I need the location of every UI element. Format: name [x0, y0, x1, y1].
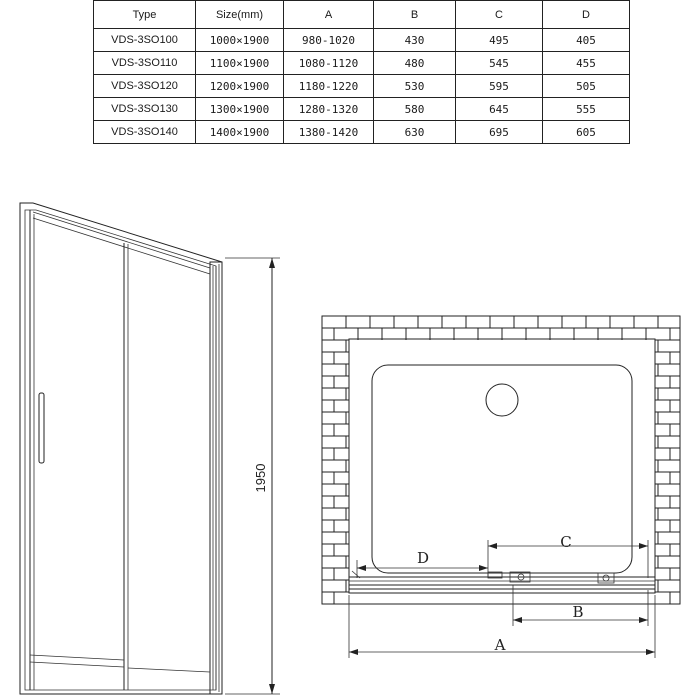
header-b: B	[374, 1, 456, 29]
cell-a: 1180-1220	[284, 75, 374, 98]
cell-type: VDS-3SO110	[94, 52, 196, 75]
brick-wall	[322, 316, 680, 604]
cell-size: 1400×1900	[196, 121, 284, 144]
header-size: Size(mm)	[196, 1, 284, 29]
header-a: A	[284, 1, 374, 29]
cell-a: 980-1020	[284, 29, 374, 52]
dimension-d-label: D	[416, 549, 430, 567]
dimension-c-label: C	[560, 533, 572, 551]
shower-tray	[372, 365, 632, 573]
drain-icon	[486, 384, 518, 416]
door-track	[349, 571, 655, 589]
cell-b: 480	[374, 52, 456, 75]
cell-size: 1000×1900	[196, 29, 284, 52]
cell-d: 405	[543, 29, 630, 52]
cell-b: 430	[374, 29, 456, 52]
cell-type: VDS-3SO100	[94, 29, 196, 52]
height-label: 1950	[253, 463, 268, 493]
dimension-a-label: A	[494, 636, 506, 654]
header-type: Type	[94, 1, 196, 29]
cell-b: 530	[374, 75, 456, 98]
cell-d: 605	[543, 121, 630, 144]
cell-type: VDS-3SO130	[94, 98, 196, 121]
cell-c: 595	[456, 75, 543, 98]
cell-d: 455	[543, 52, 630, 75]
cell-type: VDS-3SO140	[94, 121, 196, 144]
cell-b: 580	[374, 98, 456, 121]
cell-a: 1280-1320	[284, 98, 374, 121]
header-d: D	[543, 1, 630, 29]
cell-c: 695	[456, 121, 543, 144]
cell-c: 645	[456, 98, 543, 121]
cell-c: 545	[456, 52, 543, 75]
cell-size: 1200×1900	[196, 75, 284, 98]
cell-size: 1300×1900	[196, 98, 284, 121]
cell-d: 505	[543, 75, 630, 98]
cell-c: 495	[456, 29, 543, 52]
dimension-b-label: B	[572, 603, 584, 621]
cell-d: 555	[543, 98, 630, 121]
header-c: C	[456, 1, 543, 29]
cell-a: 1080-1120	[284, 52, 374, 75]
cell-type: VDS-3SO120	[94, 75, 196, 98]
cell-a: 1380-1420	[284, 121, 374, 144]
cell-size: 1100×1900	[196, 52, 284, 75]
cell-b: 630	[374, 121, 456, 144]
wall-opening	[349, 339, 655, 593]
